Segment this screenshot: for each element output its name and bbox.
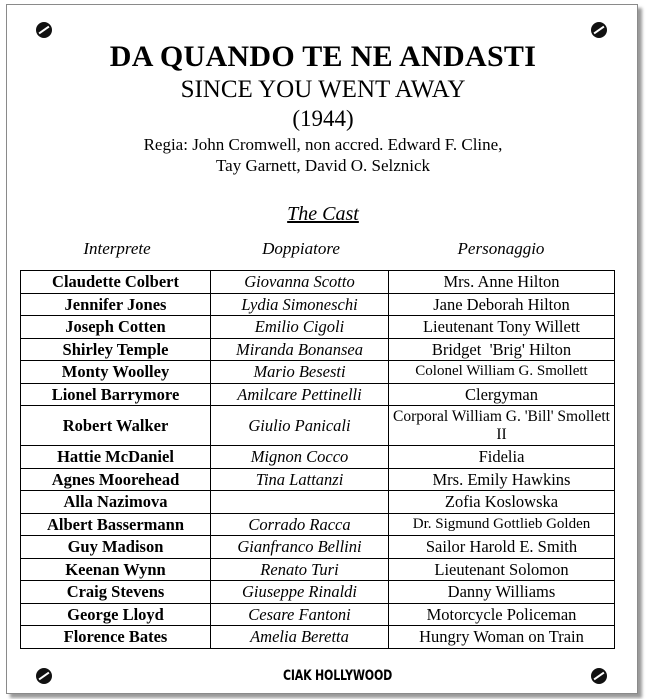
table-row (21, 446, 615, 469)
character-cell: Lieutenant Tony Willett (389, 316, 615, 339)
director-line: Tay Garnett, David O. Selznick (215, 156, 431, 175)
table-row (21, 406, 615, 446)
release-year: (1944) (292, 106, 354, 131)
actor-cell: Keenan Wynn (21, 558, 211, 581)
screw-icon (591, 22, 607, 38)
dubber-cell: Miranda Bonansea (211, 338, 389, 361)
dubber-cell: Mario Besesti (211, 361, 389, 384)
director-line: Regia: John Cromwell, non accred. Edward F. Cline, (143, 135, 503, 154)
actor-cell: Guy Madison (21, 536, 211, 559)
character-cell: Mrs. Emily Hawkins (389, 468, 615, 491)
character-cell: Motorcycle Policeman (389, 603, 615, 626)
actor-cell: Agnes Moorehead (21, 468, 211, 491)
dubber-cell: Amelia Beretta (211, 626, 389, 649)
dubber-cell: Amilcare Pettinelli (211, 383, 389, 406)
table-row (21, 581, 615, 604)
actor-cell: Robert Walker (21, 406, 211, 446)
dubber-cell: Gianfranco Bellini (211, 536, 389, 559)
actor-cell: Joseph Cotten (21, 316, 211, 339)
character-cell: Colonel William G. Smollett (389, 361, 615, 384)
actor-cell: Craig Stevens (21, 581, 211, 604)
dubber-cell: Giovanna Scotto (211, 271, 389, 294)
english-title: SINCE YOU WENT AWAY (180, 76, 466, 103)
character-cell: Bridget 'Brig' Hilton (389, 338, 615, 361)
cast-heading: The Cast (287, 203, 359, 225)
column-header-character: Personaggio (457, 239, 545, 258)
character-cell: Hungry Woman on Train (389, 626, 615, 649)
table-row (21, 468, 615, 491)
cast-table (20, 270, 615, 649)
actor-cell: Alla Nazimova (21, 491, 211, 514)
dubber-cell: Giulio Panicali (211, 406, 389, 446)
screw-icon (36, 22, 52, 38)
character-cell: Sailor Harold E. Smith (389, 536, 615, 559)
character-cell: Danny Williams (389, 581, 615, 604)
table-row (21, 293, 615, 316)
actor-cell: Shirley Temple (21, 338, 211, 361)
actor-cell: Monty Woolley (21, 361, 211, 384)
actor-cell: Albert Bassermann (21, 513, 211, 536)
table-row (21, 558, 615, 581)
table-row (21, 383, 615, 406)
ciak-hollywood-logo: CIAK HOLLYWOOD (283, 667, 393, 684)
dubber-cell: Cesare Fantoni (211, 603, 389, 626)
character-cell: Mrs. Anne Hilton (389, 271, 615, 294)
table-row (21, 603, 615, 626)
table-row (21, 513, 615, 536)
table-row (21, 316, 615, 339)
screw-icon (36, 668, 52, 684)
table-row (21, 271, 615, 294)
dubber-cell: Giuseppe Rinaldi (211, 581, 389, 604)
table-row (21, 536, 615, 559)
character-cell: Jane Deborah Hilton (389, 293, 615, 316)
table-row (21, 361, 615, 384)
character-cell: Clergyman (389, 383, 615, 406)
column-header-actor: Interprete (83, 239, 151, 258)
table-row (21, 491, 615, 514)
character-cell: Fidelia (389, 446, 615, 469)
actor-cell: Hattie McDaniel (21, 446, 211, 469)
dubber-cell: Mignon Cocco (211, 446, 389, 469)
page-title: DA QUANDO TE NE ANDASTI (109, 40, 537, 73)
character-cell: Corporal William G. 'Bill' Smollett II (389, 406, 615, 446)
dubber-cell: Corrado Racca (211, 513, 389, 536)
dubber-cell (211, 491, 389, 514)
actor-cell: Jennifer Jones (21, 293, 211, 316)
table-row (21, 626, 615, 649)
character-cell: Zofia Koslowska (389, 491, 615, 514)
dubber-cell: Emilio Cigoli (211, 316, 389, 339)
dubber-cell: Lydia Simoneschi (211, 293, 389, 316)
character-cell: Dr. Sigmund Gottlieb Golden (389, 513, 615, 536)
table-row (21, 338, 615, 361)
column-header-dubber: Doppiatore (262, 239, 340, 258)
dubber-cell: Renato Turi (211, 558, 389, 581)
character-cell: Lieutenant Solomon (389, 558, 615, 581)
dubber-cell: Tina Lattanzi (211, 468, 389, 491)
actor-cell: George Lloyd (21, 603, 211, 626)
screw-icon (591, 668, 607, 684)
director-credits (0, 134, 646, 176)
actor-cell: Claudette Colbert (21, 271, 211, 294)
actor-cell: Lionel Barrymore (21, 383, 211, 406)
actor-cell: Florence Bates (21, 626, 211, 649)
